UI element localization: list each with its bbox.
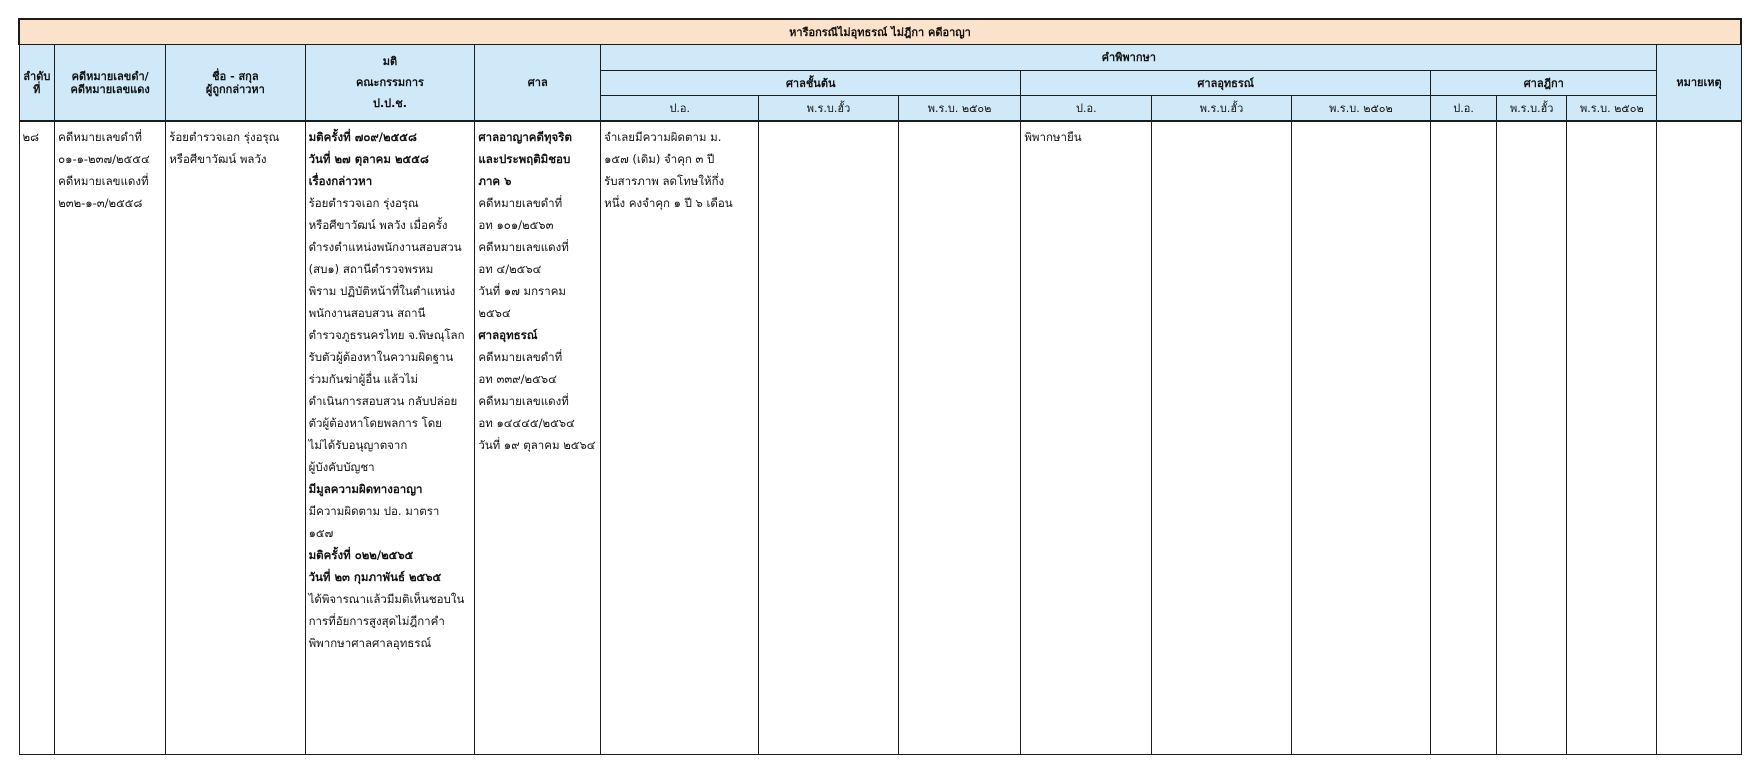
court-line: และประพฤติมิชอบ [478, 152, 571, 166]
name-line: หรือศีขาวัฒน์ พลวัง [169, 152, 267, 166]
court-line: ภาค ๖ [478, 174, 512, 188]
resolution-line: ผู้บังคับบัญชา [308, 460, 375, 474]
cell-name [166, 121, 305, 755]
cell-appeal-2502 [1291, 121, 1430, 755]
resolution-line: พนักงานสอบสวน สถานี [308, 306, 426, 320]
court-line: วันที่ ๑๙ ตุลาคม ๒๕๖๔ [478, 438, 596, 452]
cell-remarks [1657, 121, 1741, 755]
cell-trial-pa [601, 121, 759, 755]
resolution-line: มีความผิดตาม ปอ. มาตรา [308, 504, 440, 518]
cell-appeal-pa: พิพากษายืน [1021, 121, 1152, 755]
court-line: อท ๔/๒๕๖๔ [478, 262, 542, 276]
resolution-line: ตำรวจภูธรนครไทย จ.พิษณุโลก [308, 328, 465, 342]
cell-supreme-hua [1497, 121, 1567, 755]
case-table [18, 18, 1742, 755]
header-supreme-pa: ป.อ. [1431, 96, 1497, 122]
cell-supreme-2502 [1567, 121, 1657, 755]
cell-appeal-hua [1152, 121, 1291, 755]
court-line: ๒๕๖๔ [478, 306, 511, 320]
case-no-line: คดีหมายเลขดำที่ [58, 130, 142, 144]
cell-trial-hua [759, 121, 898, 755]
resolution-line: ร้อยตำรวจเอก รุ่งอรุณ [308, 196, 419, 210]
resolution-line: ดำรงตำแหน่งพนักงานสอบสวน [308, 240, 462, 254]
resolution-line: เรื่องกล่าวหา [308, 174, 373, 188]
table-title: หารือกรณีไม่อุทธรณ์ ไม่ฎีกา คดีอาญา [19, 19, 1741, 45]
judgment-line: ๑๕๗ (เดิม) จำคุก ๓ ปี [604, 152, 715, 166]
court-line: ศาลอาญาคดีทุจริต [478, 130, 572, 144]
resolution-line: พิราม ปฏิบัติหน้าที่ในตำแหน่ง [308, 284, 456, 298]
header-case-no: คดีหมายเลขดำ/ คดีหมายเลขแดง [55, 45, 166, 122]
header-trial-pa: ป.อ. [601, 96, 759, 122]
resolution-line: การที่อัยการสูงสุดไม่ฎีกาคำ [308, 614, 445, 628]
header-supreme-hua: พ.ร.บ.ฮั้ว [1497, 96, 1567, 122]
header-name: ชื่อ - สกุล ผู้ถูกกล่าวหา [166, 45, 305, 122]
court-line: คดีหมายเลขแดงที่ [478, 240, 569, 254]
case-no-line: ๒๓๒-๑-๓/๒๕๕๘ [58, 196, 143, 210]
court-line: คดีหมายเลขแดงที่ [478, 394, 569, 408]
resolution-line: พิพากษาศาลศาลอุทธรณ์ [308, 636, 432, 650]
resolution-line: ไม่ได้รับอนุญาตจาก [308, 438, 408, 452]
resolution-line: (สบ๑) สถานีตำรวจพรหม [308, 262, 434, 276]
resolution-line: ร่วมกันฆ่าผู้อื่น แล้วไม่ [308, 372, 419, 386]
name-line: ร้อยตำรวจเอก รุ่งอรุณ [169, 130, 280, 144]
cell-seq: ๒๘ [19, 121, 55, 755]
resolution-line: ได้พิจารณาแล้วมีมติเห็นชอบใน [308, 592, 465, 606]
resolution-line: รับตัวผู้ต้องหาในความผิดฐาน [308, 350, 454, 364]
header-trial-2502: พ.ร.บ. ๒๕๐๒ [898, 96, 1021, 122]
cell-resolution [305, 121, 475, 755]
table-row [19, 121, 1741, 755]
judgment-line: รับสารภาพ ลดโทษให้กึ่ง [604, 174, 725, 188]
header-supreme-court: ศาลฎีกา [1431, 71, 1657, 96]
court-line: คดีหมายเลขดำที่ [478, 196, 563, 210]
header-supreme-2502: พ.ร.บ. ๒๕๐๒ [1567, 96, 1657, 122]
header-appeal-court: ศาลอุทธรณ์ [1021, 71, 1431, 96]
header-seq: ลำดับที่ [19, 45, 55, 122]
judgment-line: จำเลยมีความผิดตาม ม. [604, 130, 722, 144]
resolution-line: หรือศีขาวัฒน์ พลวัง เมื่อครั้ง [308, 218, 448, 232]
header-remarks: หมายเหตุ [1657, 45, 1741, 122]
judgment-line: หนึ่ง คงจำคุก ๑ ปี ๖ เดือน [604, 196, 733, 210]
resolution-line: มติครั้งที่ ๐๒๒/๒๕๖๕ [308, 548, 414, 562]
cell-trial-2502 [898, 121, 1021, 755]
court-line: อท ๑๐๑/๒๕๖๓ [478, 218, 554, 232]
case-no-line: ๐๑-๑-๒๓๗/๒๕๕๔ [58, 152, 150, 166]
header-court: ศาล [475, 45, 601, 122]
cell-court [475, 121, 601, 755]
header-appeal-hua: พ.ร.บ.ฮั้ว [1152, 96, 1291, 122]
cell-case-no [55, 121, 166, 755]
resolution-line: วันที่ ๒๓ กุมภาพันธ์ ๒๕๖๕ [308, 570, 442, 584]
header-appeal-pa: ป.อ. [1021, 96, 1152, 122]
court-line: ศาลอุทธรณ์ [478, 328, 538, 342]
resolution-line: ๑๕๗ [308, 526, 334, 540]
court-line: อท ๑๔๔๔๕/๒๕๖๔ [478, 416, 575, 430]
header-judgment: คำพิพากษา [601, 45, 1657, 71]
resolution-line: ดำเนินการสอบสวน กลับปล่อย [308, 394, 458, 408]
header-resolution: มติ คณะกรรมการ ป.ป.ช. [305, 45, 475, 122]
resolution-line: ตัวผู้ต้องหาโดยพลการ โดย [308, 416, 442, 430]
case-no-line: คดีหมายเลขแดงที่ [58, 174, 149, 188]
header-trial-hua: พ.ร.บ.ฮั้ว [759, 96, 898, 122]
resolution-line: มติครั้งที่ ๗๐๙/๒๕๕๘ [308, 130, 417, 144]
court-line: วันที่ ๑๗ มกราคม [478, 284, 566, 298]
cell-supreme-pa [1431, 121, 1497, 755]
court-line: คดีหมายเลขดำที่ [478, 350, 563, 364]
court-line: อท ๓๓๙/๒๕๖๔ [478, 372, 557, 386]
resolution-line: มีมูลความผิดทางอาญา [308, 482, 423, 496]
header-appeal-2502: พ.ร.บ. ๒๕๐๒ [1291, 96, 1430, 122]
resolution-line: วันที่ ๒๗ ตุลาคม ๒๕๕๘ [308, 152, 429, 166]
header-trial-court: ศาลชั้นต้น [601, 71, 1021, 96]
